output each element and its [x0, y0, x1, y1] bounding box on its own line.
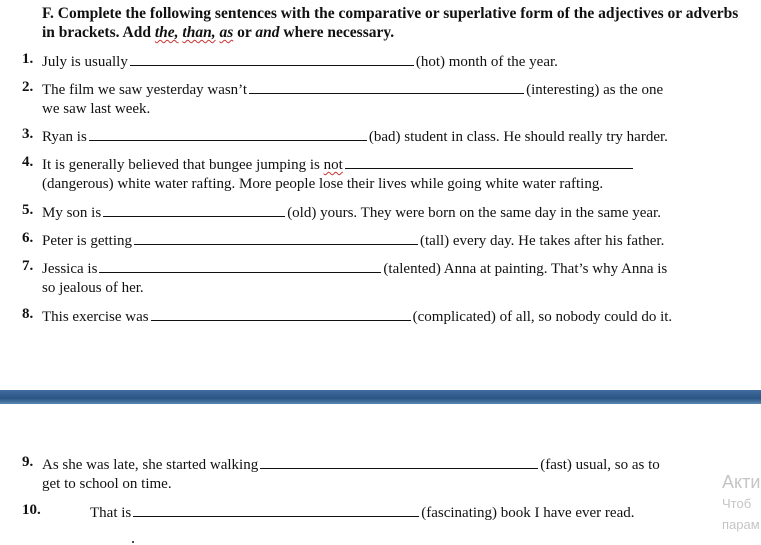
sentence-text: (tall) every day. He takes after his father. [420, 233, 665, 249]
heading-as: as [219, 24, 234, 41]
heading-than: than, [182, 24, 216, 41]
answer-blank-9[interactable] [260, 454, 538, 469]
sentence-2-continued: we saw last week. [42, 101, 151, 117]
answer-blank-6[interactable] [134, 230, 418, 245]
sentence-text: As she was late, she started walking [42, 457, 259, 473]
sentence-7-continued: so jealous of her. [42, 280, 144, 296]
sentence-text: This exercise was [42, 309, 149, 325]
item-number: 9. [22, 454, 34, 470]
heading-or: or [233, 24, 256, 41]
item-number: 2. [22, 79, 34, 95]
sentence-5 [42, 202, 661, 223]
activation-watermark-line: Чтоб [722, 496, 752, 511]
sentence-1 [42, 51, 558, 72]
answer-blank-1[interactable] [130, 51, 414, 66]
exercise-heading [42, 4, 752, 42]
answer-blank-8[interactable] [151, 306, 411, 321]
sentence-text: (fascinating) book I have ever read. [421, 505, 635, 521]
sentence-text: (old) yours. They were born on the same day in the same year. [287, 205, 661, 221]
answer-blank-10[interactable] [133, 502, 419, 517]
answer-blank-4[interactable] [345, 154, 633, 169]
sentence-9-continued: get to school on time. [42, 476, 172, 492]
activation-watermark-line: парам [722, 517, 760, 532]
item-number: 10. [22, 502, 41, 518]
sentence-text: (talented) Anna at painting. That’s why Anna is [383, 261, 668, 277]
sentence-text: (interesting) as the one [526, 82, 664, 98]
sentence-text: The film we saw yesterday wasn’t [42, 82, 248, 98]
sentence-text: July is usually [42, 54, 128, 70]
sentence-text: (bad) student in class. He should really try harder. [368, 129, 668, 145]
sentence-2 [42, 79, 663, 100]
page-separator-bar [0, 390, 761, 404]
sentence-text: Jessica is [42, 261, 98, 277]
sentence-text: (complicated) of all, so nobody could do it. [412, 309, 673, 325]
item-number: 7. [22, 258, 34, 274]
sentence-text: (fast) usual, so as to [540, 457, 660, 473]
answer-blank-2[interactable] [249, 79, 524, 94]
sentence-8 [42, 306, 672, 327]
activation-watermark-title: Акти [722, 472, 761, 492]
sentence-text: My son is [42, 205, 102, 221]
heading-the: the, [154, 24, 179, 41]
heading-end: where necessary. [279, 24, 395, 41]
sentence-6 [42, 230, 664, 251]
sentence-text: (hot) month of the year. [415, 54, 558, 70]
item-number: 3. [22, 126, 34, 142]
sentence-text: Ryan is [42, 129, 87, 145]
sentence-text: Peter is getting [42, 233, 132, 249]
stray-dot [132, 541, 134, 543]
item-number: 1. [22, 51, 34, 67]
sentence-text: It is generally believed that bungee jumping is [42, 157, 324, 173]
sentence-4-continued: (dangerous) white water rafting. More people lose their lives while going white water rafting. [42, 176, 604, 192]
sentence-3 [42, 126, 668, 147]
heading-text: F. Complete the following sentences with the comparative or superlative form of the adjectives or adverbs in brackets. Add [42, 5, 739, 41]
item-number: 5. [22, 202, 34, 218]
sentence-text: That is [90, 505, 132, 521]
sentence-4 [42, 154, 635, 175]
sentence-7 [42, 258, 667, 279]
sentence-9 [42, 454, 660, 475]
answer-blank-3[interactable] [89, 126, 367, 141]
answer-blank-5[interactable] [103, 202, 285, 217]
item-number: 8. [22, 306, 34, 322]
sentence-10 [90, 502, 634, 523]
heading-and: and [255, 24, 280, 41]
item-number: 6. [22, 230, 34, 246]
answer-blank-7[interactable] [99, 258, 381, 273]
sentence-text-underlined: not [323, 157, 343, 173]
item-number: 4. [22, 154, 34, 170]
